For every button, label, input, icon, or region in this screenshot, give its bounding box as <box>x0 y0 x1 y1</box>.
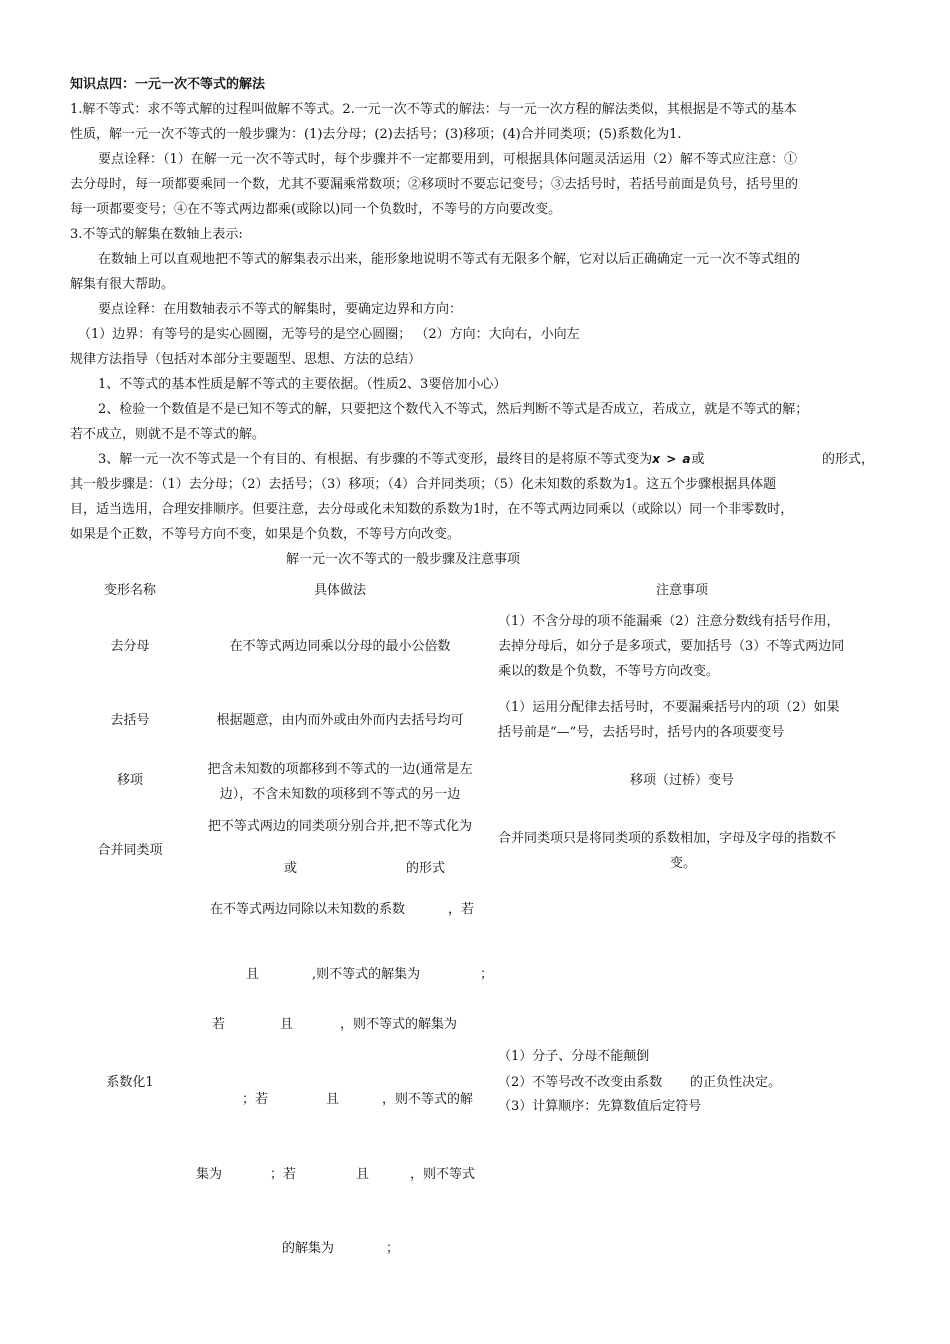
step-note: 变。 <box>670 856 697 871</box>
step-name: 移项 <box>116 773 143 788</box>
step-note: 移项（过桥）变号 <box>629 773 734 788</box>
para-line <box>98 451 705 468</box>
step-method: 若 <box>212 1017 226 1032</box>
step-name: 去分母 <box>110 639 150 654</box>
step-method: 且 <box>326 1092 340 1107</box>
step-method: ；若 <box>242 1092 269 1107</box>
step-method: 边），不含未知数的项移到不等式的另一边 <box>219 787 461 802</box>
step-method: 且 <box>280 1017 294 1032</box>
step-method: ； <box>480 967 494 982</box>
step-method: 在不等式两边同除以未知数的系数 <box>210 902 406 917</box>
step-method: ；若 <box>270 1167 297 1182</box>
step-name: 系数化1 <box>106 1075 154 1090</box>
step-method: ，若 <box>448 902 475 917</box>
table-header: 注意事项 <box>655 583 708 598</box>
para-line: 去分母时，每一项都要乘同一个数，尤其不要漏乘常数项；②移项时不要忘记变号；③去括号时，若括号前面是负号，括号里的 <box>70 177 799 192</box>
step-note: 合并同类项只是将同类项的系数相加，字母及字母的指数不 <box>498 831 837 846</box>
step-note: （2）不等号改不改变由系数 <box>498 1075 663 1090</box>
step-name: 去括号 <box>110 713 150 728</box>
step-method: 把不等式两边的同类项分别合并,把不等式化为 <box>207 819 473 834</box>
math-expression: x > a <box>652 452 692 466</box>
step-method: ，则不等式的解 <box>382 1092 474 1107</box>
para-line: 每一项都要变号；④在不等式两边都乘(或除以)同一个负数时，不等号的方向要改变。 <box>70 202 562 217</box>
step-method: 在不等式两边同乘以分母的最小公倍数 <box>229 639 451 654</box>
table-header: 变形名称 <box>103 583 156 598</box>
step-method: 且 <box>356 1167 370 1182</box>
para-line: 1、不等式的基本性质是解不等式的主要依据。（性质2、3要倍加小心） <box>98 377 507 392</box>
para-line: 要点诠释：在用数轴表示不等式的解集时，要确定边界和方向： <box>98 302 463 317</box>
step-method: 且 <box>246 967 260 982</box>
para-line: 在数轴上可以直观地把不等式的解集表示出来，能形象地说明不等式有无限多个解，它对以后正确确定一元一次不等式组的 <box>98 252 801 267</box>
step-method: ，则不等式 <box>410 1167 476 1182</box>
para-line: 2、检验一个数值是不是已知不等式的解，只要把这个数代入不等式，然后判断不等式是否成立，若成立，就是不等式的解； <box>98 402 809 417</box>
para-line: 3.不等式的解集在数轴上表示: <box>70 227 243 242</box>
para-text: 或 <box>691 452 705 467</box>
step-method: 的解集为 <box>282 1241 335 1256</box>
para-line: 如果是个正数，不等号方向不变，如果是个负数，不等号方向改变。 <box>70 527 461 542</box>
step-method: 或 <box>284 861 298 876</box>
table-header: 具体做法 <box>313 583 366 598</box>
step-note: （3）计算顺序：先算数值后定符号 <box>498 1099 702 1114</box>
step-note: 的正负性决定。 <box>690 1075 782 1090</box>
step-method: ，则不等式的解集为 <box>340 1017 458 1032</box>
step-method: 集为 <box>196 1167 223 1182</box>
step-note: （1）不含分母的项不能漏乘（2）注意分数线有括号作用， <box>498 614 840 629</box>
step-method: 把含未知数的项都移到不等式的一边(通常是左 <box>207 762 473 777</box>
para-line: 目，适当选用，合理安排顺序。但要注意，去分母或化未知数的系数为1时，在不等式两边同乘以（或除以）同一个非零数时， <box>70 502 794 517</box>
subsection-heading: 规律方法指导（包括对本部分主要题型、思想、方法的总结） <box>70 352 422 367</box>
step-note: 括号前是“—”号，去括号时，括号内的各项要变号 <box>498 725 785 740</box>
para-line: 1.解不等式：求不等式解的过程叫做解不等式。2.一元一次不等式的解法：与一元一次方程的解法类似，其根据是不等式的基本 <box>70 102 797 117</box>
para-line: 其一般步骤是：（1）去分母；（2）去括号；（3）移项；（4）合并同类项；（5）化未知数的系数为1。这五个步骤根据具体题 <box>70 477 777 492</box>
step-method: 的形式 <box>406 861 446 876</box>
para-line: 要点诠释：（1）在解一元一次不等式时，每个步骤并不一定都要用到，可根据具体问题灵活运用（2）解不等式应注意：① <box>98 152 798 167</box>
step-note: （1）分子、分母不能颠倒 <box>498 1049 650 1064</box>
step-note: 乘以的数是个负数，不等号方向改变。 <box>498 664 720 679</box>
step-note: （1）运用分配律去括号时，不要漏乘括号内的项（2）如果 <box>498 700 840 715</box>
para-line: 解集有很大帮助。 <box>70 277 175 292</box>
table-caption: 解一元一次不等式的一般步骤及注意事项 <box>286 552 521 567</box>
section-title: 知识点四：一元一次不等式的解法 <box>70 77 266 92</box>
para-text: 的形式， <box>822 452 875 467</box>
para-line: 若不成立，则就不是不等式的解。 <box>70 427 266 442</box>
para-line: （1）边界：有等号的是实心圆圈，无等号的是空心圆圈； （2）方向：大向右，小向左 <box>78 327 580 342</box>
para-text: 3、解一元一次不等式是一个有目的、有根据、有步骤的不等式变形，最终目的是将原不等式变为 <box>98 452 653 467</box>
step-name: 合并同类项 <box>97 843 163 858</box>
step-method: 根据题意，由内而外或由外而内去括号均可 <box>216 713 464 728</box>
para-line: 性质，解一元一次不等式的一般步骤为：(1)去分母；(2)去括号；(3)移项；(4)合并同类项；(5)系数化为1. <box>70 127 682 142</box>
step-method: ,则不等式的解集为 <box>312 967 421 982</box>
step-note: 去掉分母后，如分子是多项式，要加括号（3）不等式两边同 <box>498 639 845 654</box>
step-method: ； <box>386 1241 400 1256</box>
